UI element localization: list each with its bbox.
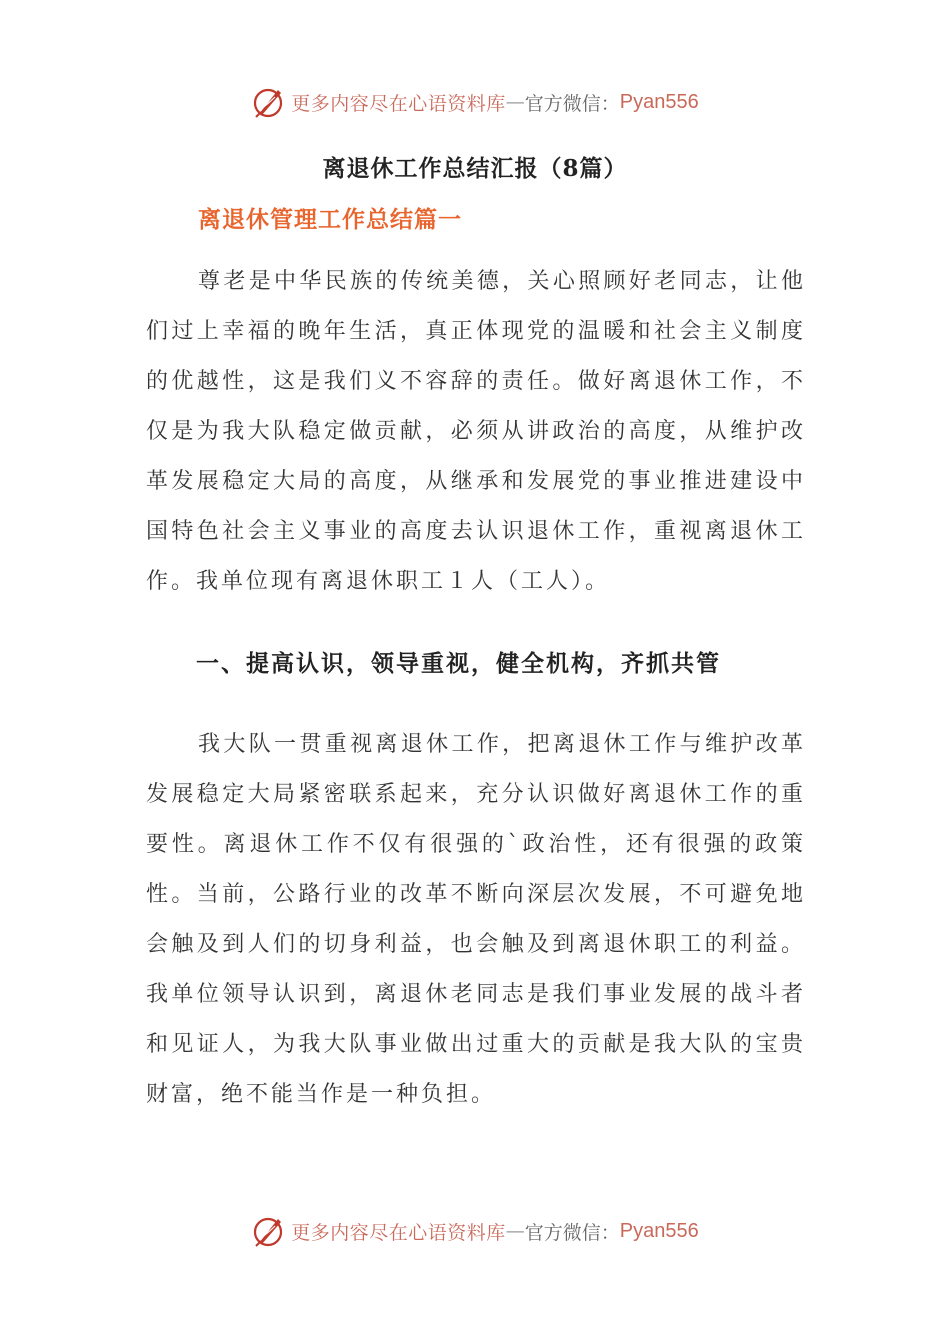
banner-text: 更多内容尽在心语资料库 [291,92,506,115]
footer-banner-dash: — [505,1220,525,1242]
banner-wechat-id: Pyan556 [619,90,699,113]
footer-banner-wechat-id: Pyan556 [619,1219,699,1242]
banner-dash: — [505,91,525,113]
document-title: 离退休工作总结汇报（8篇） [322,155,628,182]
paragraph-body: 我大队一贯重视离退休工作，把离退休工作与维护改革发展稳定大局紧密联系起来，充分认识做好离退休工作的重要性。离退休工作不仅有很强的`政治性，还有很强的政策性。当前，公路行业的改革不断向深层次发展，不可避免地会触及到人们的切身利益，也会触及到离退休职工的利益。我单位领导认识到，离退休老同志是我们事业发展的战斗者和见证人，为我大队事业做出过重大的贡献是我大队的宝贵财富，绝不能当作是一种负担。 [146,732,806,1107]
footer-banner-text: 更多内容尽在心语资料库 [291,1221,506,1244]
quill-pen-logo-icon [251,84,287,120]
section-title: 离退休管理工作总结篇一 [198,206,462,233]
sub-heading: 一、提高认识，领导重视，健全机构，齐抓共管 [196,650,721,677]
quill-pen-logo-icon [251,1213,287,1249]
footer-banner [0,1211,950,1251]
footer-banner-wechat-label: 官方微信： [524,1221,620,1244]
paragraph-intro: 尊老是中华民族的传统美德，关心照顾好老同志，让他们过上幸福的晚年生活，真正体现党的温暖和社会主义制度的优越性，这是我们义不容辞的责任。做好离退休工作，不仅是为我大队稳定做贡献，必须从讲政治的高度，从维护改革发展稳定大局的高度，从继承和发展党的事业推进建设中国特色社会主义事业的高度去认识退休工作，重视离退休工作。我单位现有离退休职工１人（工人）。 [146,269,806,594]
banner-wechat-label: 官方微信： [524,92,620,115]
header-banner [0,82,950,122]
